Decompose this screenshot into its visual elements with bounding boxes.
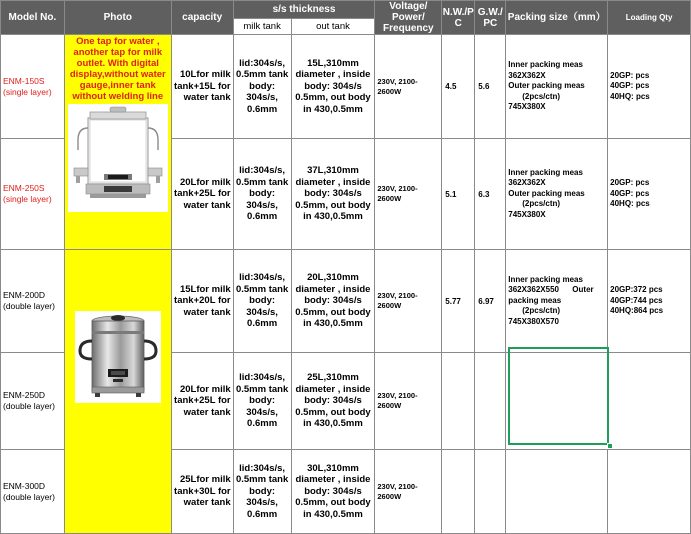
packing-cell[interactable]: [506, 139, 608, 250]
packing-cell[interactable]: [506, 35, 608, 139]
capacity-cell[interactable]: 20Lfor milk tank+25L for water tank: [171, 353, 233, 450]
gw-cell[interactable]: [475, 450, 506, 534]
capacity-cell[interactable]: 20Lfor milk tank+25L for water tank: [171, 139, 233, 250]
packing-line: Inner packing meas: [508, 167, 583, 177]
milk-tank-cell[interactable]: lid:304s/s, 0.5mm tank body: 304s/s, 0.6mm: [233, 250, 291, 353]
out-tank-cell[interactable]: 15L,310mm diameter , inside body: 304s/s 0.5mm, out body in 430,0.5mm: [291, 35, 375, 139]
voltage-cell[interactable]: 230V, 2100-2600W: [375, 35, 442, 139]
out-tank-cell[interactable]: 30L,310mm diameter , inside body: 304s/s 0.5mm, out body in 430,0.5mm: [291, 450, 375, 534]
nw-cell[interactable]: [442, 353, 475, 450]
double-layer-dispenser-image: [75, 311, 161, 403]
voltage-cell[interactable]: 230V, 2100-2600W: [375, 139, 442, 250]
capacity-cell[interactable]: 10Lfor milk tank+15L for water tank: [171, 35, 233, 139]
model-cell[interactable]: [1, 250, 65, 353]
capacity-cell[interactable]: 15Lfor milk tank+20L for water tank: [171, 250, 233, 353]
packing-line: Inner packing meas: [508, 60, 583, 70]
model-code: ENM-250D: [3, 390, 46, 400]
loading-line: 40GP: pcs: [610, 81, 650, 91]
model-layer: (double layer): [3, 401, 55, 411]
loading-line: 20GP: pcs: [610, 178, 650, 188]
packing-line: Inner packing meas: [508, 274, 583, 284]
loading-line: 20GP: pcs: [610, 70, 650, 80]
header-capacity[interactable]: capacity: [171, 1, 233, 35]
packing-line: 745X380X: [508, 209, 546, 219]
loading-line: 40GP:744 pcs: [610, 295, 663, 305]
header-ss-thickness[interactable]: s/s thickness: [233, 1, 375, 19]
packing-line: 745X380X: [508, 102, 546, 112]
model-code: ENM-200D: [3, 290, 46, 300]
header-model-no[interactable]: Model No.: [1, 1, 65, 35]
photo-note: One tap for water , another tap for milk outlet. With digital display,without water gauge,inner tank without welding line: [69, 36, 166, 102]
milk-tank-cell[interactable]: lid:304s/s, 0.5mm tank body: 304s/s, 0.6mm: [233, 35, 291, 139]
packing-line: packing meas: [508, 295, 562, 305]
packing-cell[interactable]: [506, 450, 608, 534]
nw-cell[interactable]: 5.1: [442, 139, 475, 250]
voltage-cell[interactable]: 230V, 2100-2600W: [375, 250, 442, 353]
model-cell[interactable]: [1, 353, 65, 450]
header-milk-tank[interactable]: milk tank: [233, 19, 291, 35]
table-row: [1, 250, 691, 353]
loading-line: 40HQ:864 pcs: [610, 306, 664, 316]
gw-cell[interactable]: 6.97: [475, 250, 506, 353]
voltage-cell[interactable]: 230V, 2100-2600W: [375, 450, 442, 534]
voltage-cell[interactable]: 230V, 2100-2600W: [375, 353, 442, 450]
header-photo[interactable]: Photo: [64, 1, 171, 35]
gw-cell[interactable]: 5.6: [475, 35, 506, 139]
header-gw[interactable]: G.W./ PC: [475, 1, 506, 35]
loading-line: 40GP: pcs: [610, 188, 650, 198]
model-code: ENM-300D: [3, 480, 46, 491]
loading-cell[interactable]: [608, 450, 691, 534]
nw-cell[interactable]: 4.5: [442, 35, 475, 139]
milk-tank-cell[interactable]: lid:304s/s, 0.5mm tank body: 304s/s, 0.6mm: [233, 353, 291, 450]
out-tank-cell[interactable]: 20L,310mm diameter , inside body: 304s/s 0.5mm, out body in 430,0.5mm: [291, 250, 375, 353]
header-voltage[interactable]: Voltage/ Power/ Frequency: [375, 1, 442, 35]
fill-handle[interactable]: [607, 443, 613, 449]
header-loading[interactable]: Loading Qty: [608, 1, 691, 35]
packing-line: 362X362X550 Outer: [508, 285, 594, 295]
loading-cell[interactable]: [608, 250, 691, 353]
packing-line: 362X362X: [508, 70, 546, 80]
gw-cell[interactable]: 6.3: [475, 139, 506, 250]
packing-line: Outer packing meas: [508, 81, 585, 91]
model-code: ENM-150S: [3, 75, 45, 86]
packing-line: (2pcs/ctn): [522, 306, 561, 316]
packing-line: 745X380X570: [508, 316, 559, 326]
model-cell[interactable]: [1, 35, 65, 139]
loading-cell[interactable]: [608, 139, 691, 250]
loading-cell[interactable]: [608, 353, 691, 450]
out-tank-cell[interactable]: 25L,310mm diameter , inside body: 304s/s 0.5mm, out body in 430,0.5mm: [291, 353, 375, 450]
photo-cell-single[interactable]: [64, 35, 171, 250]
packing-cell-selected[interactable]: [506, 353, 608, 450]
loading-line: 40HQ: pcs: [610, 91, 650, 101]
loading-line: 40HQ: pcs: [610, 199, 650, 209]
header-out-tank[interactable]: out tank: [291, 19, 375, 35]
model-cell[interactable]: [1, 450, 65, 534]
model-layer: (double layer): [3, 301, 55, 311]
capacity-cell[interactable]: 25Lfor milk tank+30L for water tank: [171, 450, 233, 534]
packing-line: (2pcs/ctn): [522, 199, 561, 209]
packing-cell[interactable]: [506, 250, 608, 353]
nw-cell[interactable]: 5.77: [442, 250, 475, 353]
model-cell[interactable]: [1, 139, 65, 250]
packing-line: Outer packing meas: [508, 188, 585, 198]
single-layer-dispenser-image: [68, 104, 168, 212]
nw-cell[interactable]: [442, 450, 475, 534]
model-layer: (double layer): [3, 491, 55, 502]
loading-line: 20GP:372 pcs: [610, 285, 663, 295]
model-layer: (single layer): [3, 194, 52, 204]
packing-line: (2pcs/ctn): [522, 91, 561, 101]
model-layer: (single layer): [3, 86, 52, 97]
table-row: [1, 35, 691, 139]
out-tank-cell[interactable]: 37L,310mm diameter , inside body: 304s/s 0.5mm, out body in 430,0.5mm: [291, 139, 375, 250]
photo-cell-double[interactable]: [64, 250, 171, 534]
packing-line: 362X362X: [508, 178, 546, 188]
model-code: ENM-250S: [3, 183, 45, 193]
milk-tank-cell[interactable]: lid:304s/s, 0.5mm tank body: 304s/s, 0.6mm: [233, 139, 291, 250]
header-packing[interactable]: Packing size（mm）: [506, 1, 608, 35]
gw-cell[interactable]: [475, 353, 506, 450]
loading-cell[interactable]: [608, 35, 691, 139]
header-nw[interactable]: N.W./P C: [442, 1, 475, 35]
milk-tank-cell[interactable]: lid:304s/s, 0.5mm tank body: 304s/s, 0.6mm: [233, 450, 291, 534]
